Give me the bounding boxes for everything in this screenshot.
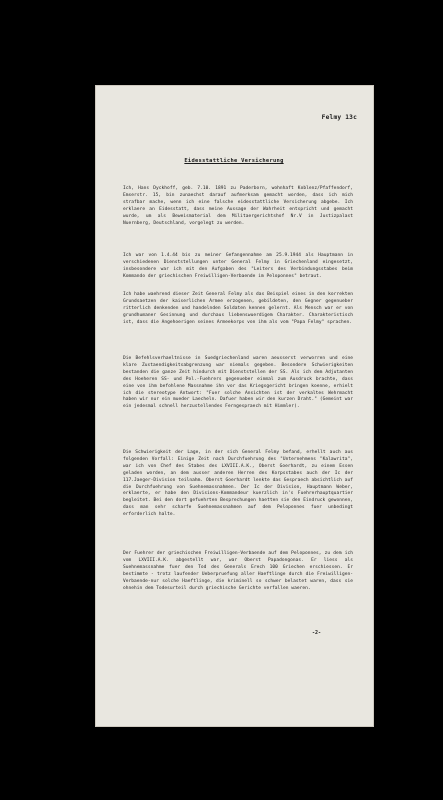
document-page	[96, 86, 373, 726]
paragraph-2: Ich war von 1.4.44 bis zu meiner Gefangennahme am 25.9.1944 als Hauptmann in verschiedenen Dienststellungen unter General Felmy in Griechenland eingesetzt, insbesondere war ich mit den Aufgaben des "Leiters des Verbindungsstabes beim Kommando der griechischen Freiwilligen-Verbaende im Peloponnes" betraut.	[123, 253, 353, 279]
document-reference: Felmy 13c	[321, 114, 357, 121]
paragraph-6: Der Fuehrer der griechischen Freiwilligen-Verbaende auf dem Peloponnes, zu dem ich vom LXVIII.A.K. abgestellt war, war Oberst Papadongonas. Er liess als Suehnemassnahme fuer den Tod des Generals Erech 100 Griechen erschiessen. Er bestimmte - trotz laufender Ueberpruefung aller Haeftlinge durch die Freiwilligen-Verbaende-nur solche Haeftlinge, die kriminell so schwer belastet waren, dass sie ohnehin dem Todesurteil durch griechische Gerichte verfallen waeren.	[123, 551, 353, 591]
paragraph-1: Ich, Hans Dyckhoff, geb. 7.10. 1891 zu Paderborn, wohnhaft Koblenz/Pfaffendorf, Emserstr. 15, bin zunaechst darauf aufmerksam gemacht worden, dass ich mich strafbar mache, wenn ich eine falsche eidesstattliche Versicherung abgebe. Ich erklaere an Eidesstatt, dass meine Aussage der Wahrheit entspricht und gemacht wurde, um als Beweismaterial dem Militaergerichtshof Nr.V in Justizpalast Nuernberg, Deutschland, vorgelegt zu werden.	[123, 186, 353, 226]
page-number: -2-	[312, 630, 322, 636]
paragraph-4: Die Befehlsverhaeltnisse in Suedgriechenland waren aeusserst verworren und eine klare Zustaendigkeitsabgrenzung war niemals gegeben. Besondere Schwierigkeiten bestanden die ganze Zeit hindurch mit Dienststellen der SS. Als ich dem Adjutanten des Hoeheren SS- und Pol.-Fuehrers gegenueber einmal zum Ausdruck brachte, dass eine von ihm befohlene Massnahme ihn vor das Kriegsgericht bringen koenne, erhielt ich die stereotype Antwort: "Fuer solche Ansichten ist der verkaltes Wehrmacht haben wir nur ein mueder Laecheln. Dafuer haben wir den kurzen Draht." (Gemeint war ein jedesmal schnell herzustellendes Ferngespraech mit Himmler).	[123, 356, 353, 410]
document-title: Eidesstattliche Versicherung	[184, 158, 284, 164]
paragraph-3: Ich habe waehrend dieser Zeit General Felmy als das Beispiel eines in den korrekten Grundsaetzen der kaiserlichen Armee erzogenen, gebildeten, den Gegner gegenueber ritterlich denkenden und handelnden Soldaten kennen gelernt. Als Mensch war er von grundhumaner Gesinnung und durchaus liebenswuerdigem Charakter. Charakteristisch ist, dass die Angehoerigen seines Armeekorps von ihm als vom "Papa Felmy" sprachen.	[123, 292, 353, 325]
paragraph-5: Die Schwierigkeit der Lage, in der sich General Felmy befand, erhellt auch aus folgenden Vorfall: Einige Zeit nach Durchfuehrung des "Unternehmens "Kalawrita", war ich von Chef des Stabes des LXVIII.A.K., Oberst Goerhardt, zu einem Essen geladen worden, an dem ausser anderen Herren des Korpsstabes auch der Ic der 117.Jaeger-Division teilnahm. Oberst Goerhardt lenkte das Gespraech absichtlich auf die Durchfuehrung von Suehnemassnahmen. Der Ic der Division, Hauptmann Weber, erklaerte, er habe den Divisions-Kommandeur kuerzlich in's Fuehrerhauptquartier begleitet. Bei den dort gefuehrten Besprechungen haetten sie den Eindruck gewonnen, dass man sehr scharfe Suehnemassnahmen auf dem Peloponnes fuer unbedingt erforderlich halte.	[123, 450, 353, 518]
